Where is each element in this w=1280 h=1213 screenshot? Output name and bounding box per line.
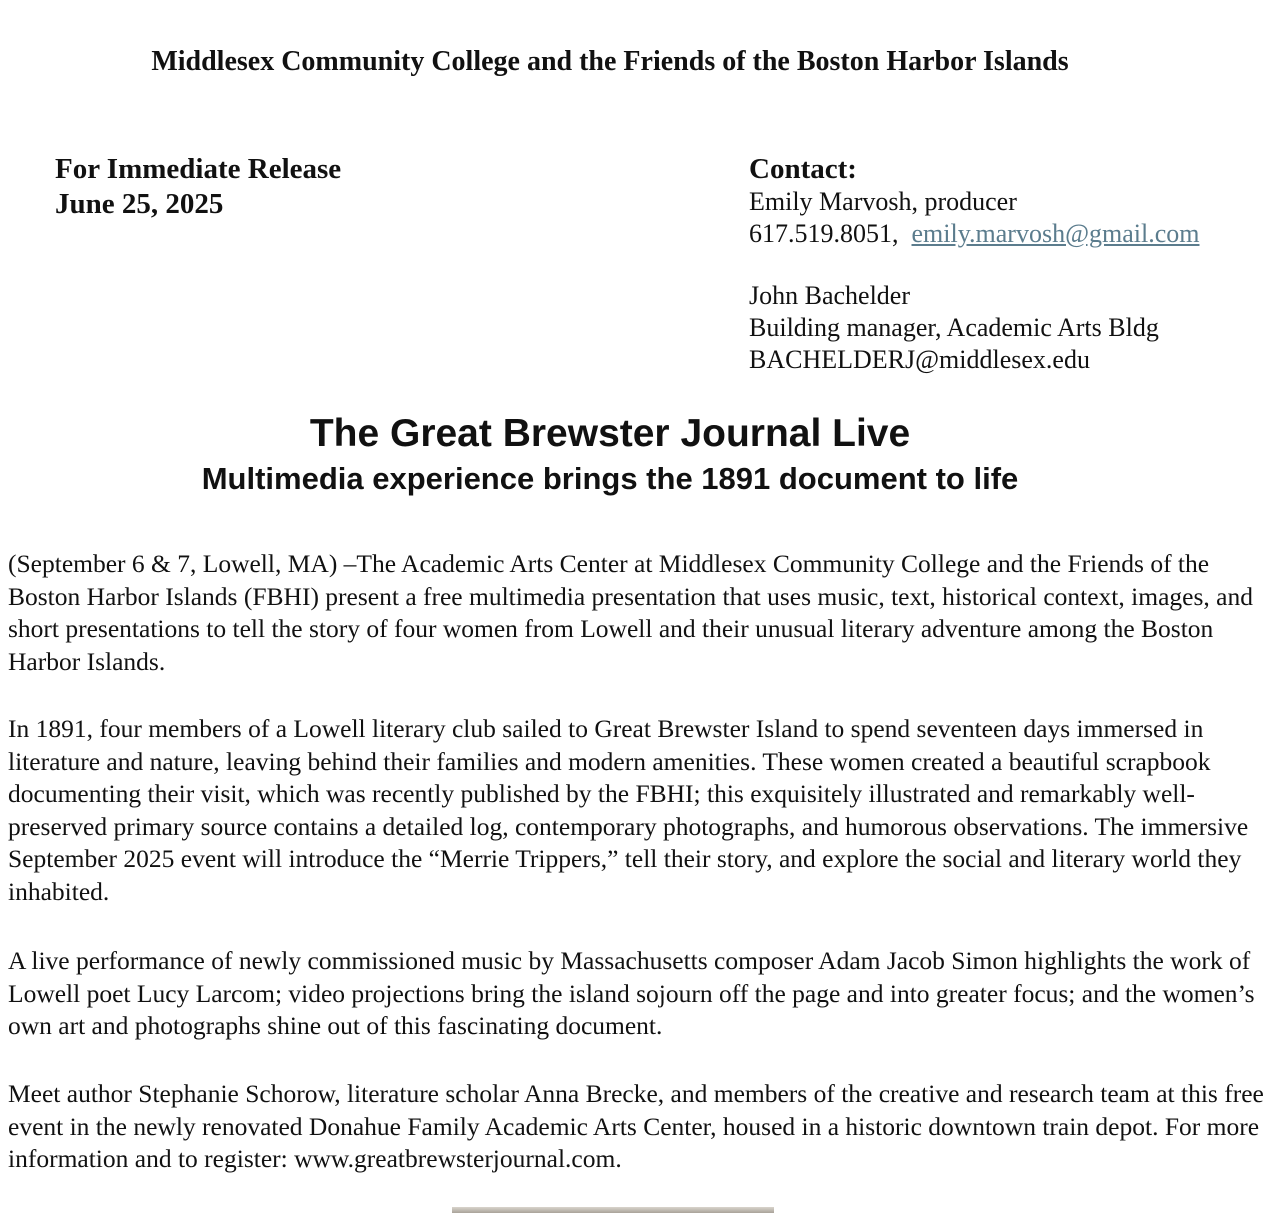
paragraph-text: A live performance of newly commissioned music by Massachusetts composer Adam Jacob Simon highlights the work of Lowell poet Lucy Larcom; video projections bring the island sojourn off the page and into greater focus; and the women’s own art and photographs shine out of this fascinating document. bbox=[8, 946, 1255, 1040]
contact-phone-email-line bbox=[749, 218, 1199, 250]
contact-heading: Contact: bbox=[749, 153, 857, 185]
release-block bbox=[55, 152, 341, 222]
headline-title: The Great Brewster Journal Live bbox=[309, 412, 911, 455]
contact-block bbox=[749, 152, 1199, 376]
paragraph-text: In 1891, four members of a Lowell literary club sailed to Great Brewster Island to spend seventeen days immersed in literature and nature, leaving behind their families and modern amenities. These women created a beautiful scrapbook documenting their visit, which was recently published by the FBHI; this exquisitely illustrated and remarkably well-preserved primary source contains a detailed log, contemporary photographs, and humorous observations. The immersive September 2025 event will introduce the “Merrie Trippers,” tell their story, and explore the social and literary world they inhabited. bbox=[8, 714, 1249, 906]
headline-subtitle: Multimedia experience brings the 1891 document to life bbox=[201, 461, 1019, 496]
release-label: For Immediate Release bbox=[55, 153, 342, 185]
contact-name-role: Emily Marvosh, producer bbox=[749, 187, 1017, 216]
body-paragraph-2 bbox=[8, 713, 1270, 908]
secondary-contact-name: John Bachelder bbox=[749, 281, 911, 310]
paragraph-text: Meet author Stephanie Schorow, literature scholar Anna Brecke, and members of the creative and research team at this free event in the newly renovated Donahue Family Academic Arts Center, housed in a historic downtown train depot. For more information and to register: www.greatbrewsterjournal.com. bbox=[8, 1079, 1264, 1173]
release-date: June 25, 2025 bbox=[55, 188, 224, 220]
secondary-contact-role: Building manager, Academic Arts Bldg bbox=[749, 313, 1159, 342]
paragraph-text: (September 6 & 7, Lowell, MA) –The Academic Arts Center at Middlesex Community College and the Friends of the Boston Harbor Islands (FBHI) present a free multimedia presentation that uses music, text, historical context, images, and short presentations to tell the story of four women from Lowell and their unusual literary adventure among the Boston Harbor Islands. bbox=[8, 549, 1253, 676]
contact-phone: 617.519.8051, bbox=[749, 219, 899, 248]
secondary-contact-email: BACHELDERJ@middlesex.edu bbox=[749, 345, 1090, 374]
contact-email-link[interactable]: emily.marvosh@gmail.com bbox=[911, 219, 1200, 248]
body-paragraph-1 bbox=[8, 548, 1270, 678]
contact-spacer bbox=[749, 250, 1199, 280]
body-paragraph-3 bbox=[8, 945, 1270, 1043]
body-paragraph-4 bbox=[8, 1078, 1270, 1176]
organizations-header: Middlesex Community College and the Friends of the Boston Harbor Islands bbox=[151, 46, 1069, 77]
photo-top-edge bbox=[452, 1207, 774, 1213]
